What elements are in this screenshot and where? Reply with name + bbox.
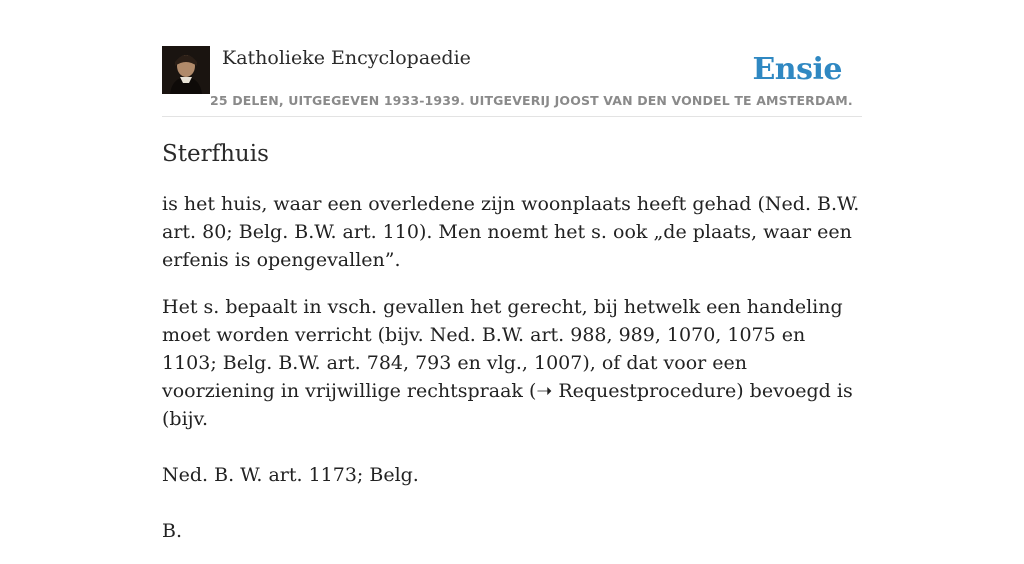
portrait-avatar-icon[interactable]: [162, 46, 210, 94]
article-paragraph: B.: [162, 520, 183, 542]
article-paragraph: is het huis, waar een overledene zijn woonplaats heeft gehad (Ned. B.W. art. 80; Belg. B.W. art. 110). Men noemt het s. ook „de plaats, waar een erfenis is opengevallen”.: [162, 193, 860, 271]
book-title[interactable]: Katholieke Encyclopaedie: [222, 47, 471, 69]
brand-logo[interactable]: Ensie: [752, 52, 842, 87]
article-title: Sterfhuis: [162, 141, 269, 167]
article: [162, 138, 862, 564]
book-subtitle: 25 DELEN, UITGEGEVEN 1933-1939. UITGEVERIJ JOOST VAN DEN VONDEL TE AMSTERDAM.: [210, 93, 853, 108]
site-header: [162, 46, 862, 117]
article-paragraph: Ned. B. W. art. 1173; Belg.: [162, 464, 419, 486]
article-paragraph: Het s. bepaalt in vsch. gevallen het gerecht, bij hetwelk een handeling moet worden verricht (bijv. Ned. B.W. art. 988, 989, 1070, 1075 en 1103; Belg. B.W. art. 784, 793 en vlg., 1007), of dat voor een voorziening in vrijwillige rechtspraak (➝ Requestprocedure) bevoegd is (bijv.: [162, 296, 853, 430]
